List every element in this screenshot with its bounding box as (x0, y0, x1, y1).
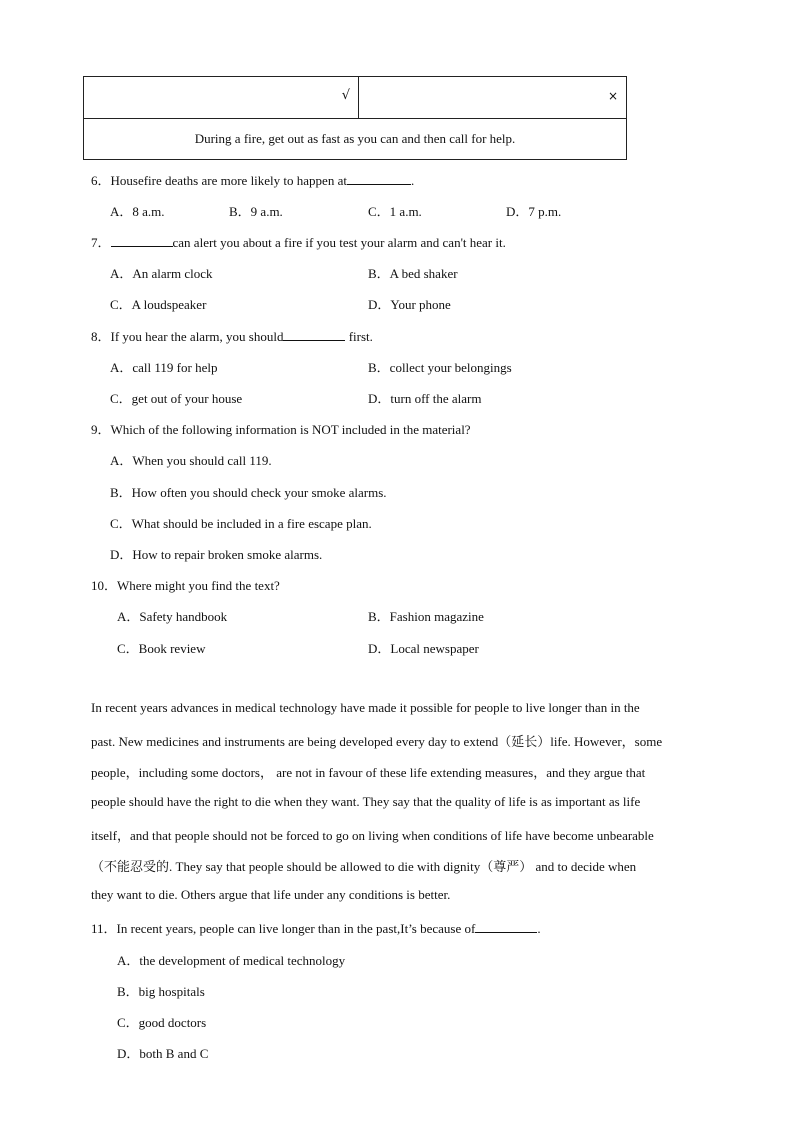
answer-blank[interactable] (347, 172, 411, 185)
passage-line: past. New medicines and instruments are being developed every day to extend（延长）life. However，some (91, 734, 663, 749)
option-b[interactable]: B．9 a.m. (229, 204, 283, 219)
passage-line: people，including some doctors， are not in favour of these life extending measures，and they argue that (91, 765, 646, 780)
table-cell-correct (84, 77, 359, 118)
question-7 (91, 232, 506, 251)
passage-line: people should have the right to die when they want. They say that the quality of life is as important as life (91, 794, 641, 809)
option-a[interactable]: A．An alarm clock (110, 266, 213, 281)
passage-line: they want to die. Others argue that life under any conditions is better. (91, 887, 451, 902)
question-8 (91, 326, 373, 345)
cross-mark: × (607, 89, 618, 103)
question-9 (91, 419, 471, 438)
option-d[interactable]: D．both B and C (117, 1046, 209, 1061)
option-a[interactable]: A．call 119 for help (110, 360, 218, 375)
answer-blank[interactable] (111, 234, 173, 247)
option-b[interactable]: B．big hospitals (117, 984, 205, 999)
option-d[interactable]: D．turn off the alarm (368, 391, 482, 406)
option-c[interactable]: C．Book review (117, 641, 206, 656)
option-b[interactable]: B．collect your belongings (368, 360, 512, 375)
option-d[interactable]: D．How to repair broken smoke alarms. (110, 547, 323, 562)
option-c[interactable]: C．1 a.m. (368, 204, 422, 219)
option-d[interactable]: D．7 p.m. (506, 204, 562, 219)
question-stem-end: . (410, 173, 415, 188)
option-c[interactable]: C．What should be included in a fire escape plan. (110, 516, 372, 531)
check-mark: √ (341, 88, 350, 103)
question-number: 7． (91, 235, 111, 250)
option-c[interactable]: C．good doctors (117, 1015, 207, 1030)
option-d[interactable]: D．Local newspaper (368, 641, 479, 656)
question-stem-end: . (537, 921, 541, 936)
option-a[interactable]: A．Safety handbook (117, 609, 228, 624)
question-stem: Where might you find the text? (117, 578, 280, 593)
question-stem-end: can alert you about a fire if you test your alarm and can't hear it. (172, 235, 506, 250)
passage-line: In recent years advances in medical technology have made it possible for people to live longer than in the (91, 700, 640, 715)
answer-blank[interactable] (283, 328, 345, 341)
question-stem: If you hear the alarm, you should (110, 329, 284, 344)
passage-line: itself，and that people should not be forced to go on living when conditions of life have become unbearable (91, 828, 654, 843)
question-number: 11． (91, 921, 117, 936)
option-b[interactable]: B．How often you should check your smoke alarms. (110, 485, 387, 500)
question-11 (91, 918, 541, 937)
option-a[interactable]: A．8 a.m. (110, 204, 165, 219)
option-b[interactable]: B．Fashion magazine (368, 609, 484, 624)
answer-blank[interactable] (475, 920, 537, 933)
question-6 (91, 170, 414, 189)
question-stem-end: first. (345, 329, 373, 344)
question-number: 6． (91, 173, 111, 188)
option-c[interactable]: C．get out of your house (110, 391, 243, 406)
option-d[interactable]: D．Your phone (368, 297, 451, 312)
question-number: 8． (91, 329, 111, 344)
option-a[interactable]: A．When you should call 119. (110, 453, 272, 468)
option-a[interactable]: A．the development of medical technology (117, 953, 346, 968)
question-10 (91, 575, 280, 594)
question-stem: Which of the following information is NOT included in the material? (110, 422, 471, 437)
question-number: 9． (91, 422, 111, 437)
fire-safety-table (83, 76, 627, 160)
question-stem: Housefire deaths are more likely to happen at (110, 173, 347, 188)
table-cell-wrong (359, 77, 626, 118)
option-b[interactable]: B．A bed shaker (368, 266, 458, 281)
passage-line: （不能忍受的. They say that people should be allowed to die with dignity（尊严） and to decide when (91, 859, 637, 874)
question-number: 10． (91, 578, 118, 593)
table-header-row (84, 77, 626, 119)
option-c[interactable]: C．A loudspeaker (110, 297, 207, 312)
table-tip-row: During a fire, get out as fast as you can and then call for help. (194, 131, 516, 146)
question-stem: In recent years, people can live longer than in the past,It’s because of (116, 921, 476, 936)
